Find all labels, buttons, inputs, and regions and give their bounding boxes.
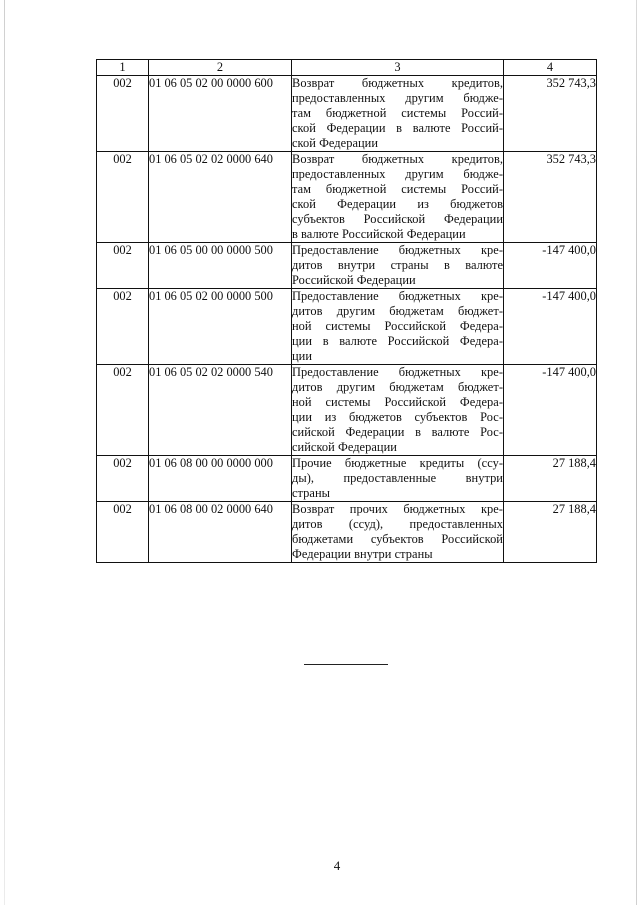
closing-rule — [304, 664, 388, 665]
cell-classification-code: 01 06 08 00 02 0000 640 — [149, 502, 292, 563]
source-name-line: ской Федерации — [292, 136, 379, 150]
cell-source-name — [292, 76, 504, 152]
table-row — [97, 289, 597, 365]
cell-source-name — [292, 502, 504, 563]
column-header-4: 4 — [504, 60, 597, 76]
cell-admin-code: 002 — [97, 456, 149, 502]
source-name-line: Предоставление бюджетных кре- — [292, 289, 503, 303]
column-header-3: 3 — [292, 60, 504, 76]
column-header-2: 2 — [149, 60, 292, 76]
source-name-line: в валюте Российской Федерации — [292, 227, 466, 241]
table-row — [97, 502, 597, 563]
source-name-line: Предоставление бюджетных кре- — [292, 243, 503, 257]
cell-source-name — [292, 243, 504, 289]
cell-admin-code: 002 — [97, 152, 149, 243]
budget-table — [96, 59, 597, 563]
cell-admin-code: 002 — [97, 243, 149, 289]
table-header-row — [97, 60, 597, 76]
cell-amount: 27 188,4 — [504, 456, 597, 502]
source-name-line: страны — [292, 486, 331, 500]
source-name-line: ной системы Российской Федера- — [292, 395, 503, 409]
cell-source-name — [292, 365, 504, 456]
cell-classification-code: 01 06 05 00 00 0000 500 — [149, 243, 292, 289]
cell-admin-code: 002 — [97, 76, 149, 152]
source-name-line: бюджетами субъектов Российской — [292, 532, 503, 546]
cell-source-name — [292, 289, 504, 365]
cell-admin-code: 002 — [97, 502, 149, 563]
source-name-line: ции в валюте Российской Федера- — [292, 334, 503, 348]
cell-classification-code: 01 06 05 02 02 0000 540 — [149, 365, 292, 456]
source-name-line: Федерации внутри страны — [292, 547, 433, 561]
source-name-line: дитов (ссуд), предоставленных — [292, 517, 503, 531]
source-name-line: Предоставление бюджетных кре- — [292, 365, 503, 379]
table-row — [97, 152, 597, 243]
cell-amount: -147 400,0 — [504, 243, 597, 289]
table-row — [97, 365, 597, 456]
cell-admin-code: 002 — [97, 365, 149, 456]
table-row — [97, 243, 597, 289]
page-number: 4 — [333, 858, 341, 873]
source-name-line: ции — [292, 349, 313, 363]
source-name-line: Возврат бюджетных кредитов, — [292, 76, 503, 90]
source-name-line: там бюджетной системы Россий- — [292, 182, 503, 196]
table-body — [97, 76, 597, 563]
source-name-line: предоставленных другим бюдже- — [292, 167, 503, 181]
source-name-line: сийской Федерации — [292, 440, 397, 454]
source-name-line: Российской Федерации — [292, 273, 416, 287]
source-name-line: сийской Федерации в валюте Рос- — [292, 425, 503, 439]
cell-classification-code: 01 06 05 02 00 0000 600 — [149, 76, 292, 152]
source-name-line: ции из бюджетов субъектов Рос- — [292, 410, 503, 424]
cell-classification-code: 01 06 08 00 00 0000 000 — [149, 456, 292, 502]
cell-classification-code: 01 06 05 02 00 0000 500 — [149, 289, 292, 365]
scan-edge-left — [4, 0, 5, 905]
cell-source-name — [292, 456, 504, 502]
source-name-line: дитов другим бюджетам бюджет- — [292, 304, 503, 318]
source-name-line: ской Федерации из бюджетов — [292, 197, 503, 211]
source-name-line: дитов другим бюджетам бюджет- — [292, 380, 503, 394]
source-name-line: предоставленных другим бюдже- — [292, 91, 503, 105]
cell-source-name — [292, 152, 504, 243]
cell-admin-code: 002 — [97, 289, 149, 365]
cell-classification-code: 01 06 05 02 02 0000 640 — [149, 152, 292, 243]
source-name-line: ской Федерации в валюте Россий- — [292, 121, 503, 135]
cell-amount: 352 743,3 — [504, 76, 597, 152]
source-name-line: Прочие бюджетные кредиты (ссу- — [292, 456, 503, 470]
cell-amount: 27 188,4 — [504, 502, 597, 563]
cell-amount: -147 400,0 — [504, 289, 597, 365]
cell-amount: -147 400,0 — [504, 365, 597, 456]
cell-amount: 352 743,3 — [504, 152, 597, 243]
table-row — [97, 456, 597, 502]
source-name-line: Возврат бюджетных кредитов, — [292, 152, 503, 166]
table-row — [97, 76, 597, 152]
source-name-line: субъектов Российской Федерации — [292, 212, 503, 226]
source-name-line: ной системы Российской Федера- — [292, 319, 503, 333]
scan-edge-right — [636, 0, 637, 905]
column-header-1: 1 — [97, 60, 149, 76]
source-name-line: Возврат прочих бюджетных кре- — [292, 502, 503, 516]
source-name-line: ды), предоставленные внутри — [292, 471, 503, 485]
source-name-line: там бюджетной системы Россий- — [292, 106, 503, 120]
source-name-line: дитов внутри страны в валюте — [292, 258, 503, 272]
